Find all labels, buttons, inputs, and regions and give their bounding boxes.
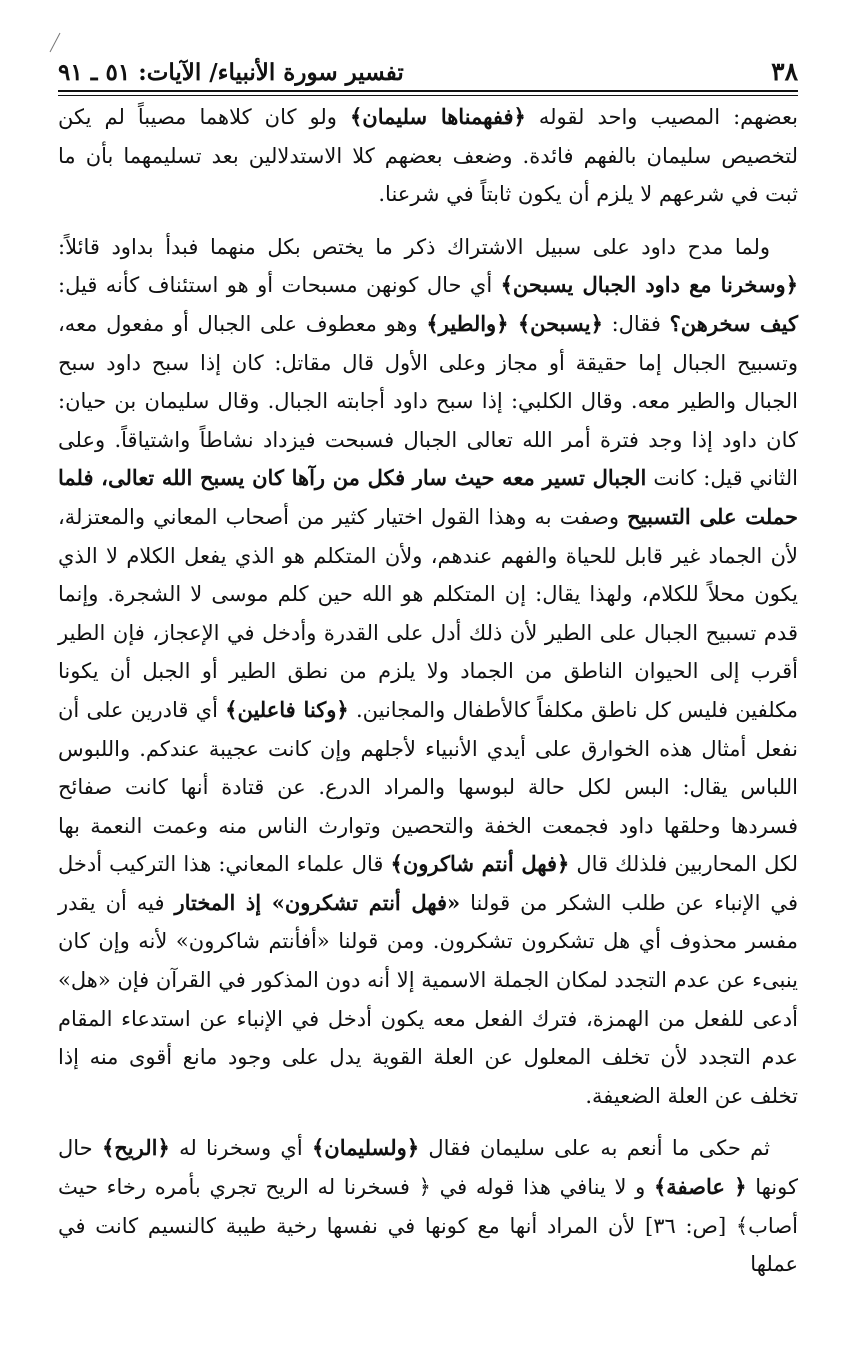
quoted-text: ﴿الريح﴾: [101, 1135, 170, 1161]
text-run: بعضهم: المصيب واحد لقوله: [525, 105, 798, 129]
quoted-text: ﴿وكنا فاعلين﴾: [225, 696, 349, 722]
text-run: قال علماء المعاني: هذا التركيب أدخل في الإنباء عن طلب الشكر من قولنا: [58, 852, 798, 915]
page-header: [58, 50, 798, 86]
paragraph: [58, 228, 798, 1116]
running-title: تفسير سورة الأنبياء/ الآيات: ٥١ ـ ٩١: [58, 59, 404, 86]
quoted-text: ﴿وسخرنا مع داود الجبال يسبحن﴾: [500, 272, 798, 298]
text-run: ثم حكى ما أنعم به على سليمان فقال: [419, 1136, 770, 1161]
text-run: أي قادرين على أن نفعل أمثال هذه الخوارق على أيدي الأنبياء لأجلهم وإن كانت عجيبة عندكم. واللبوس اللباس يقال: البس لكل حالة لبوسها والمراد الدرع. عن قتادة أنها كانت صفائح فسردها وحلقها داود فجمعت الخفة والتحصين وتوارث الناس منه وعمت النعمة بها لكل المحاربين فلذلك قال: [58, 697, 798, 877]
text-run: و لا ينافي هذا قوله في ﴿ فسخرنا له الريح تجري بأمره رخاء حيث أصاب﴾ [ص: ٣٦] لأن المراد أنها مع كونها في نفسها رخية طيبة كالنسيم كانت في عملها: [58, 1175, 798, 1277]
text-run: وصفت به وهذا القول اختيار كثير من أصحاب المعاني والمعتزلة، لأن الجماد غير قابل للحياة والفهم عندهم، ولأن المتكلم هو الذي يفعل الكلام لا الذي يكون محلاً للكلام، ولهذا يقال: إن المتكلم هو الله حين كلم موسى لا الشجرة. وإنما قدم تسبيح الجبال على الطير لأن ذلك أدل على القدرة وأدخل في الإعجاز، فإن الطير أقرب إلى الحيوان الناطق من الجماد ولا يلزم من نطق الطير أو الجبل أن يكونا مكلفين فليس كل ناطق مكلفاً كالأطفال والمجانين.: [58, 504, 798, 722]
text-run: أي وسخرنا له: [169, 1136, 312, 1161]
text-run: ولما مدح داود على سبيل الاشتراك ذكر ما يختص بكل منهما فبدأ بداود قائلاً:: [58, 234, 770, 259]
text-run: فيه أن يقدر مفسر محذوف أي هل تشكرون تشكرون. ومن قولنا «أفأنتم شاكرون» لأنه وإن كان ينبىء عن عدم التجدد لمكان الجملة الاسمية إلا أنه دون المذكور في القرآن فإن «هل» أدعى للفعل من الهمزة، فترك الفعل معه يكون أدخل في الإنباء عن استدعاء المقام عدم التجدد لأن تخلف المعلول عن العلة القوية يدل على وجود مانع أقوى منه إذا تخلف عن العلة الضعيفة.: [58, 890, 798, 1108]
quoted-text: ﴿ولسليمان﴾: [311, 1135, 420, 1161]
quoted-text: «فهل أنتم تشكرون» إذ المختار: [174, 889, 461, 915]
quoted-text: كيف سخرهن؟: [669, 310, 798, 336]
quoted-text: ﴿يسبحن﴾ ﴿والطير﴾: [426, 310, 603, 336]
text-run: فقال:: [602, 311, 670, 336]
quoted-text: ﴿فهل أنتم شاكرون﴾: [390, 851, 570, 877]
header-rule: [58, 90, 798, 96]
page-number: ٣٨: [771, 57, 798, 86]
quoted-text: الجبال تسير معه حيث سار فكل من رآها كان يسبح الله تعالى، فلما حملت على التسبيح: [58, 465, 798, 529]
text-run: ولو كان كلاهما مصيباً لم يكن لتخصيص سليمان بالفهم فائدة. وضعف بعضهم كلا الاستدلالين بعد تسليمهما بأن ما ثبت في شرعهم لا يلزم أن يكون ثابتاً في شرعنا.: [58, 105, 798, 207]
body-text: [58, 98, 798, 1284]
text-run: أي حال كونهن مسبحات أو هو استئناف كأنه قيل:: [58, 273, 501, 298]
text-run: حال كونها: [58, 1136, 798, 1200]
quoted-text: ﴿ عاصفة﴾: [653, 1174, 747, 1200]
paragraph: [58, 98, 798, 214]
quoted-text: ﴿ففهمناها سليمان﴾: [349, 104, 526, 129]
text-run: وهو معطوف على الجبال أو مفعول معه، وتسبيح الجبال إما حقيقة أو مجاز وعلى الأول قال مقاتل: كان إذا سبح داود سبح الجبال والطير معه. وقال الكلبي: إذا سبح داود أجابته الجبال. وقال سليمان بن حيان: كان داود إذا وجد فترة أمر الله تعالى الجبال فسبحت فيزداد نشاطاً واشتياقاً. وعلى الثاني قيل: كانت: [58, 311, 798, 491]
paragraph: [58, 1129, 798, 1283]
